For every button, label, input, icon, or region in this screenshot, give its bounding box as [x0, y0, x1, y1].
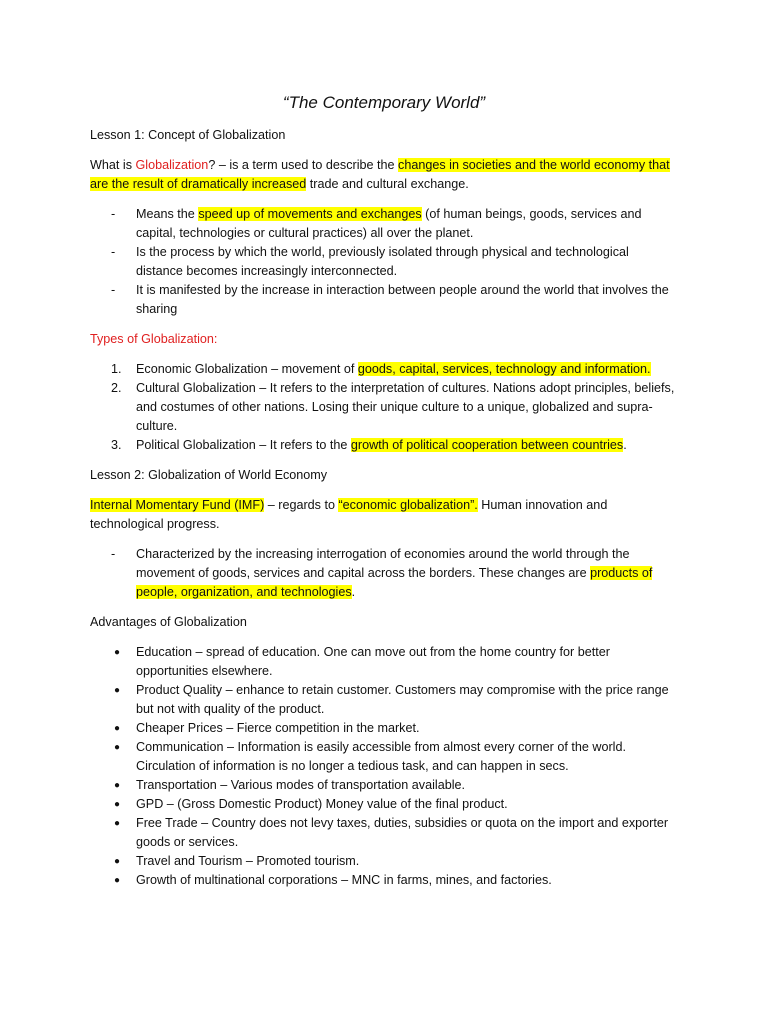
- list-item: ● Growth of multinational corporations – MNC in farms, mines, and factories.: [90, 871, 678, 890]
- list-item: - Characterized by the increasing interrogation of economies around the world through the movement of goods, services and capital across the borders. These changes are products of people, organization, and technologies.: [111, 547, 653, 599]
- list-item: ● Education – spread of education. One can move out from the home country for better opportunities elsewhere.: [114, 645, 610, 678]
- highlight: “economic globalization”.: [338, 498, 478, 512]
- highlight: speed up of movements and exchanges: [198, 207, 422, 221]
- bullet-icon: ●: [114, 780, 121, 791]
- dash-marker: -: [111, 207, 116, 221]
- advantages-heading: Advantages of Globalization: [90, 615, 247, 629]
- types-list: [90, 360, 678, 455]
- dash-marker: -: [111, 547, 116, 561]
- highlight: goods, capital, services, technology and information.: [357, 362, 651, 376]
- globalization-term: Globalization: [135, 158, 209, 172]
- list-number: 2.: [111, 381, 122, 395]
- list-number: 1.: [111, 362, 122, 376]
- dash-marker: -: [111, 245, 116, 259]
- list-item: ● GPD – (Gross Domestic Product) Money value of the final product.: [90, 795, 678, 814]
- bullet-icon: ●: [114, 723, 121, 734]
- lesson2-heading: Lesson 2: Globalization of World Economy: [90, 468, 328, 482]
- lesson2-points: [90, 545, 678, 602]
- bullet-icon: ●: [114, 856, 121, 867]
- types-heading: Types of Globalization:: [90, 332, 218, 346]
- list-item: 1. Economic Globalization – movement of goods, capital, services, technology and information.: [90, 360, 678, 379]
- highlight: Internal Momentary Fund (IMF): [90, 498, 265, 512]
- lesson1-heading: Lesson 1: Concept of Globalization: [90, 128, 286, 142]
- bullet-icon: ●: [114, 799, 121, 810]
- lesson1-points: [90, 205, 678, 319]
- highlight: growth of political cooperation between countries: [350, 438, 624, 452]
- list-item: - Is the process by which the world, previously isolated through physical and technological distance becomes increasingly interconnected.: [111, 245, 629, 278]
- list-item: ● Product Quality – enhance to retain customer. Customers may compromise with the price range but not with quality of the product.: [114, 683, 669, 716]
- list-number: 3.: [111, 438, 122, 452]
- list-item: - It is manifested by the increase in interaction between people around the world that involves the sharing: [111, 283, 669, 316]
- list-item: ● Cheaper Prices – Fierce competition in the market.: [90, 719, 678, 738]
- highlight: products of people, organization, and technologies: [136, 566, 653, 599]
- lesson1-intro: What is Globalization? – is a term used to describe the changes in societies and the world economy that are the result of dramatically increased trade and cultural exchange.: [90, 158, 670, 191]
- dash-marker: -: [111, 283, 116, 297]
- bullet-icon: ●: [114, 685, 121, 696]
- advantages-list: [90, 643, 678, 890]
- bullet-icon: ●: [114, 875, 121, 886]
- list-item: 3. Political Globalization – It refers to the growth of political cooperation between countries.: [90, 436, 678, 455]
- list-item: ● Communication – Information is easily accessible from almost every corner of the world. Circulation of information is no longer a tedious task, and can happen in secs.: [114, 740, 626, 773]
- imf-paragraph: Internal Momentary Fund (IMF) – regards to “economic globalization”. Human innovation and technological progress.: [90, 498, 608, 531]
- bullet-icon: ●: [114, 818, 121, 829]
- bullet-icon: ●: [114, 742, 121, 753]
- list-item: - Means the speed up of movements and exchanges (of human beings, goods, services and capital, technologies or cultural practices) all over the planet.: [111, 207, 642, 240]
- list-item: ● Travel and Tourism – Promoted tourism.: [90, 852, 678, 871]
- document-title: “The Contemporary World”: [282, 93, 486, 112]
- bullet-icon: ●: [114, 647, 121, 658]
- list-item: ● Transportation – Various modes of transportation available.: [90, 776, 678, 795]
- highlight: changes in societies and the world economy that are the result of dramatically increased: [90, 158, 670, 191]
- list-item: ● Free Trade – Country does not levy taxes, duties, subsidies or quota on the import and exporter goods or services.: [114, 816, 669, 849]
- list-item: 2. Cultural Globalization – It refers to the interpretation of cultures. Nations adopt principles, beliefs, and costumes of other nations. Losing their unique culture to a unique, globalized and supra-culture.: [111, 381, 675, 433]
